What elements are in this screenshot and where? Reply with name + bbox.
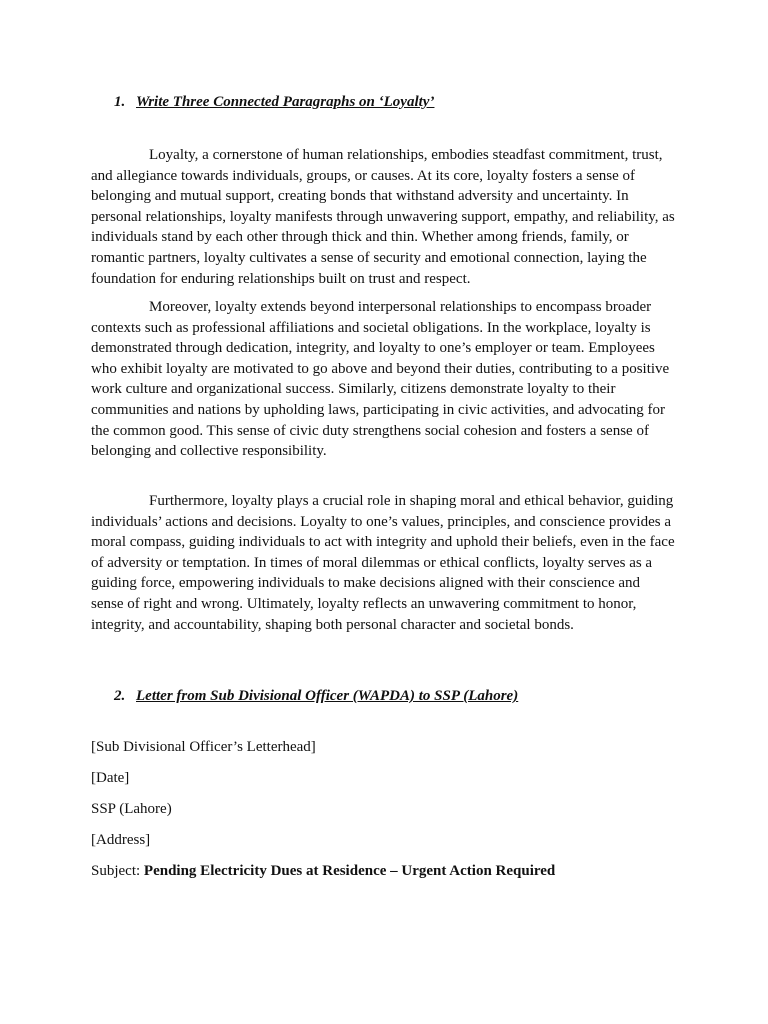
subject-line bbox=[91, 863, 555, 880]
section-2-title: Letter from Sub Divisional Officer (WAPDA) to SSP (Lahore) bbox=[136, 688, 519, 704]
paragraph-2-text: Moreover, loyalty extends beyond interpersonal relationships to encompass broader contexts such as professional affiliations and societal obligations. In the workplace, loyalty is demonstrated through dedication, integrity, and loyalty to one’s employer or team. Employees who exhibit loyalty are motivated to go above and beyond their duties, contributing to a positive work culture and organizational success. Similarly, citizens demonstrate loyalty to their communities and nations by upholding laws, participating in civic activities, and advocating for the common good. This sense of civic duty strengthens social cohesion and fosters a sense of belonging and collective responsibility. bbox=[91, 299, 670, 460]
subject-label: Subject: bbox=[91, 863, 141, 879]
date-line: [Date] bbox=[91, 770, 130, 786]
section-1-heading bbox=[114, 94, 434, 111]
loyalty-paragraph-3 bbox=[91, 491, 675, 635]
loyalty-paragraph-1 bbox=[91, 145, 675, 289]
letterhead-line: [Sub Divisional Officer’s Letterhead] bbox=[91, 739, 316, 755]
paragraph-3-text: Furthermore, loyalty plays a crucial role in shaping moral and ethical behavior, guiding individuals’ actions and decisions. Loyalty to one’s values, principles, and conscience provides a moral compass, guiding individuals to act with integrity and uphold their beliefs, even in the face of adversity or temptation. In times of moral dilemmas or ethical conflicts, loyalty serves as a guiding force, empowering individuals to make decisions aligned with their conscience and sense of right and wrong. Ultimately, loyalty reflects an unwavering commitment to honor, integrity, and accountability, shaping both personal character and societal bonds. bbox=[91, 493, 675, 633]
section-2-heading bbox=[114, 688, 518, 705]
subject-text: Pending Electricity Dues at Residence – Urgent Action Required bbox=[143, 863, 556, 879]
section-1-title: Write Three Connected Paragraphs on ‘Loyalty’ bbox=[136, 94, 435, 110]
section-2-number: 2. bbox=[114, 688, 126, 704]
section-1-number: 1. bbox=[114, 94, 126, 110]
paragraph-1-text: Loyalty, a cornerstone of human relationships, embodies steadfast commitment, trust, and allegiance towards individuals, groups, or causes. At its core, loyalty fosters a sense of belonging and mutual support, creating bonds that withstand adversity and uncertainty. In personal relationships, loyalty manifests through unwavering support, empathy, and reliability, as individuals stand by each other through thick and thin. Whether among friends, family, or romantic partners, loyalty cultivates a sense of security and emotional connection, laying the foundation for enduring relationships built on trust and respect. bbox=[91, 147, 675, 287]
address-line: [Address] bbox=[91, 832, 151, 848]
recipient-line: SSP (Lahore) bbox=[91, 801, 172, 817]
loyalty-paragraph-2 bbox=[91, 297, 675, 462]
